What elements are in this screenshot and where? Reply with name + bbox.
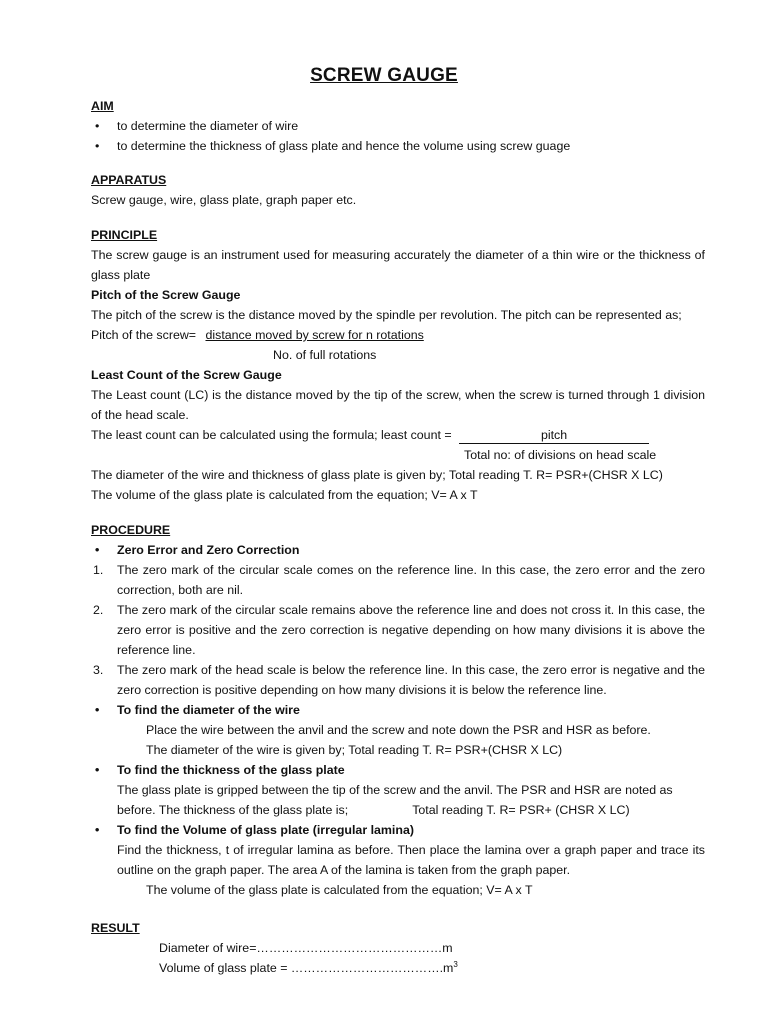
diameter-subheading: • To find the diameter of the wire — [91, 700, 705, 720]
bullet-icon: • — [95, 823, 100, 837]
pitch-formula-label: Pitch of the screw= — [91, 328, 197, 342]
least-count-denominator: Total no: of divisions on head scale — [464, 448, 657, 462]
thickness-subheading: • To find the thickness of the glass plate — [91, 760, 705, 780]
diameter-line: The diameter of the wire is given by; Total reading T. R= PSR+(CHSR X LC) — [146, 743, 563, 757]
aim-section — [91, 96, 705, 156]
thickness-line: before. The thickness of the glass plate is; Total reading T. R= PSR+ (CHSR X LC) — [117, 803, 630, 817]
procedure-step: 2. The zero mark of the circular scale remains above the reference line and does not cross it. In this case, the zero error is positive and the zero correction is negative depending on how many divisions it is above the reference line. — [93, 603, 705, 657]
bullet-icon: • — [95, 763, 100, 777]
result-diameter: Diameter of wire=………………………………………m — [159, 941, 453, 955]
procedure-step: 3. The zero mark of the head scale is below the reference line. In this case, the zero error is negative and the zero correction is positive depending on how many divisions it is below the reference line. — [93, 663, 705, 697]
bullet-icon: • — [95, 139, 100, 153]
procedure-step: 1. The zero mark of the circular scale comes on the reference line. In this case, the zero error and the zero correction, both are nil. — [93, 563, 705, 597]
thickness-line: The glass plate is gripped between the tip of the screw and the anvil. The PSR and HSR are noted as — [117, 783, 673, 797]
volume-text: Find the thickness, t of irregular lamina as before. Then place the lamina over a graph paper and trace its outline on the graph paper. The area A of the lamina is taken from the graph paper. — [117, 843, 705, 877]
pitch-numerator: distance moved by screw for n rotations — [205, 328, 424, 342]
apparatus-section — [91, 170, 705, 210]
aim-item: • to determine the thickness of glass plate and hence the volume using screw guage — [91, 136, 705, 156]
least-count-heading: Least Count of the Screw Gauge — [91, 368, 282, 382]
bullet-icon: • — [95, 703, 100, 717]
principle-section — [91, 225, 705, 505]
principle-heading: PRINCIPLE — [91, 228, 158, 242]
aim-heading: AIM — [91, 99, 114, 113]
pitch-text: The pitch of the screw is the distance moved by the spindle per revolution. The pitch can be represented as; — [91, 308, 682, 322]
procedure-heading: PROCEDURE — [91, 523, 171, 537]
pitch-heading: Pitch of the Screw Gauge — [91, 288, 241, 302]
result-section — [91, 918, 705, 978]
apparatus-text: Screw gauge, wire, glass plate, graph paper etc. — [91, 193, 357, 207]
least-count-formula — [91, 425, 705, 445]
principle-intro: The screw gauge is an instrument used for measuring accurately the diameter of a thin wire or the thickness of glass plate — [91, 248, 705, 282]
apparatus-heading: APPARATUS — [91, 173, 167, 187]
aim-item: • to determine the diameter of wire — [91, 116, 705, 136]
procedure-section — [91, 520, 705, 900]
diameter-line: Place the wire between the anvil and the screw and note down the PSR and HSR as before. — [146, 723, 651, 737]
least-count-numerator: pitch — [459, 428, 649, 444]
result-volume: Volume of glass plate = $\dots\dots\dots\dots\dots\dots\dots\dots\dots\dots\dots\dots.m^3$ — [159, 959, 458, 975]
volume-subheading: • To find the Volume of glass plate (irregular lamina) — [91, 820, 705, 840]
least-count-formula-label: The least count can be calculated using the formula; least count = — [91, 428, 452, 442]
bullet-icon: • — [95, 119, 100, 133]
least-count-text: The Least count (LC) is the distance moved by the tip of the screw, when the screw is turned through 1 division of the head scale. — [91, 388, 705, 422]
result-heading: RESULT — [91, 921, 140, 935]
bullet-icon: • — [95, 543, 100, 557]
zero-error-heading: • Zero Error and Zero Correction — [91, 540, 705, 560]
pitch-denominator: No. of full rotations — [273, 348, 377, 362]
volume-equation: The volume of the glass plate is calculated from the equation; V= A x T — [146, 883, 533, 897]
pitch-formula — [91, 325, 705, 345]
document-title: SCREW GAUGE — [310, 65, 458, 86]
superscript-3: 3 — [453, 959, 458, 969]
diameter-formula-text: The diameter of the wire and thickness of glass plate is given by; Total reading T. R= PSR+(CHSR X LC) — [91, 468, 663, 482]
volume-formula-text: The volume of the glass plate is calculated from the equation; V= A x T — [91, 488, 478, 502]
